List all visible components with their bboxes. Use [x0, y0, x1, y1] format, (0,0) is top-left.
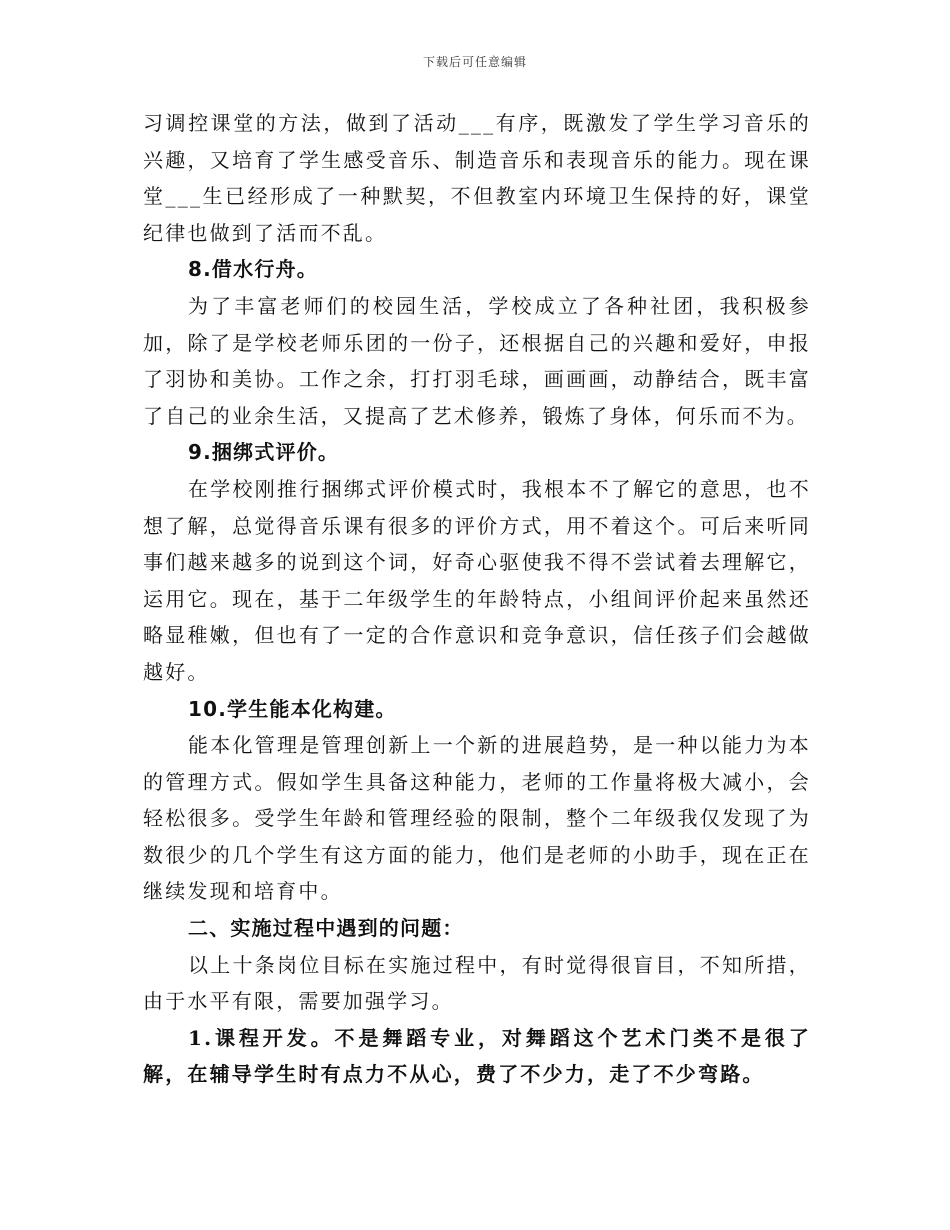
paragraph-item-9: 在学校刚推行捆绑式评价模式时，我根本不了解它的意思，也不想了解，总觉得音乐课有很多的评价方式，用不着这个。可后来听同事们越来越多的说到这个词，好奇心驱使我不得不尝试着去理解它，运用它。现在，基于二年级学生的年龄特点，小组间评价起来虽然还略显稚嫩，但也有了一定的合作意识和竞争意识，信任孩子们会越做越好。: [143, 476, 811, 684]
paragraph-continued: 习调控课堂的方法，做到了活动___有序，既激发了学生学习音乐的兴趣，又培育了学生感受音乐、制造音乐和表现音乐的能力。现在课堂___生已经形成了一种默契，不但教室内环境卫生保持的好，课堂纪律也做到了活而不乱。: [143, 111, 811, 245]
heading-item-8: 8.借水行舟。: [188, 257, 318, 282]
paragraph-section-2: 以上十条岗位目标在实施过程中，有时觉得很盲目，不知所措，由于水平有限，需要加强学习。: [143, 952, 811, 1014]
paragraph-item-8: 为了丰富老师们的校园生活，学校成立了各种社团，我积极参加，除了是学校老师乐团的一份子，还根据自己的兴趣和爱好，申报了羽协和美协。工作之余，打打羽毛球，画画画，动静结合，既丰富了自己的业余生活，又提高了艺术修养，锻炼了身体，何乐而不为。: [143, 293, 811, 428]
heading-item-9: 9.捆绑式评价。: [188, 440, 340, 465]
heading-item-10: 10.学生能本化构建。: [188, 696, 397, 721]
document-body: [143, 105, 811, 1093]
paragraph-course-development: 1.课程开发。不是舞蹈专业，对舞蹈这个艺术门类不是很了解，在辅导学生时有点力不从心，费了不少力，走了不少弯路。: [143, 1025, 811, 1087]
paragraph-item-10: 能本化管理是管理创新上一个新的进展趋势，是一种以能力为本的管理方式。假如学生具备这种能力，老师的工作量将极大减小，会轻松很多。受学生年龄和管理经验的限制，整个二年级我仅发现了为数很少的几个学生有这方面的能力，他们是老师的小助手，现在正在继续发现和培育中。: [143, 733, 811, 904]
page-header: 下载后可任意编辑: [422, 55, 527, 69]
heading-section-2: 二、实施过程中遇到的问题：: [188, 916, 464, 941]
